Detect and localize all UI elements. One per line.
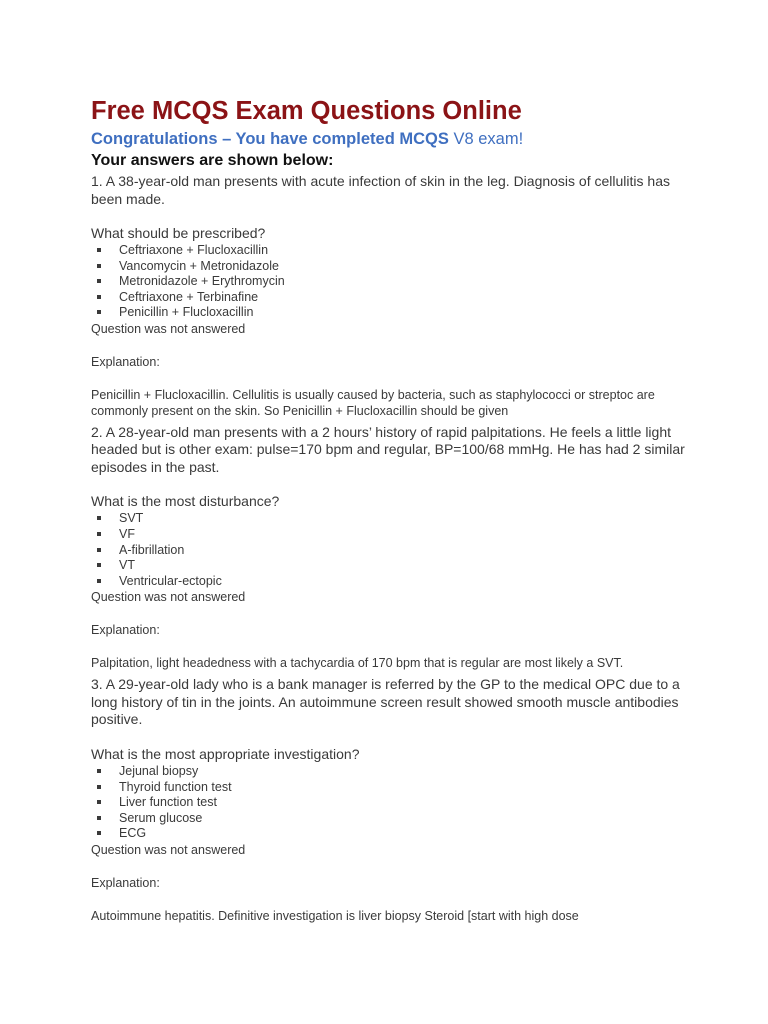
option-item [91,511,691,527]
question-text: 3. A 29-year-old lady who is a bank manager is referred by the GP to the medical OPC due to a long history of tin in the joints. An autoimmune screen result showed smooth muscle antibodies positive. [91,676,680,728]
bullet-icon [97,295,101,299]
explanation-text: Penicillin + Flucloxacillin. Cellulitis is usually caused by bacteria, such as staphylococci or streptoc are commonly present on the skin. So Penicillin + Flucloxacillin should be given [91,387,655,418]
explanation-label: Explanation: [91,623,160,638]
option-label: Thyroid function test [119,779,232,794]
option-label: Ceftriaxone + Terbinafine [119,289,259,304]
question-prompt: What is the most appropriate investigation? [91,745,360,762]
option-item [91,274,691,290]
option-label: A-fibrillation [119,542,185,557]
option-item [91,780,691,796]
document-content [91,96,691,924]
answers-heading: Your answers are shown below: [91,152,334,169]
exam-version: V8 exam! [453,130,524,148]
option-label: Vancomycin + Metronidazole [119,258,279,273]
bullet-icon [97,769,101,773]
question-block [91,676,691,923]
option-label: ECG [119,826,147,841]
bullet-icon [97,264,101,268]
bullet-icon [97,563,101,567]
option-item [91,795,691,811]
option-item [91,826,691,842]
option-label: Metronidazole + Erythromycin [119,274,285,289]
option-label: VT [119,558,135,573]
option-label: Penicillin + Flucloxacillin [119,305,254,320]
question-block [91,424,691,671]
option-item [91,558,691,574]
bullet-icon [97,816,101,820]
answer-status: Question was not answered [91,842,246,857]
question-text: 1. A 38-year-old man presents with acute infection of skin in the leg. Diagnosis of cellulitis has been made. [91,173,670,207]
explanation-label: Explanation: [91,354,160,369]
option-item [91,305,691,321]
bullet-icon [97,532,101,536]
congratulations-message [91,129,691,149]
option-label: Ventricular-ectopic [119,573,222,588]
options-list [91,511,691,589]
option-label: Liver function test [119,795,217,810]
option-item [91,811,691,827]
bullet-icon [97,785,101,789]
question-prompt: What is the most disturbance? [91,493,280,510]
option-item [91,290,691,306]
options-list [91,243,691,321]
bullet-icon [97,548,101,552]
option-item [91,259,691,275]
option-item [91,764,691,780]
bullet-icon [97,279,101,283]
option-label: SVT [119,511,144,526]
congratulations-text: Congratulations – You have completed MCQS [91,130,449,148]
option-item [91,243,691,259]
option-label: Ceftriaxone + Flucloxacillin [119,243,269,257]
bullet-icon [97,248,101,252]
question-prompt: What should be prescribed? [91,225,266,241]
explanation-text: Palpitation, light headedness with a tachycardia of 170 bpm that is regular are most likely a SVT. [91,656,624,671]
question-text: 2. A 28-year-old man presents with a 2 hours’ history of rapid palpitations. He feels a little light headed but is other exam: pulse=170 bpm and regular, BP=100/68 mmHg. He has had 2 similar episodes in the past. [91,423,685,475]
question-block [91,173,691,419]
options-list [91,764,691,842]
bullet-icon [97,579,101,583]
bullet-icon [97,516,101,520]
bullet-icon [97,831,101,835]
option-label: VF [119,527,135,542]
option-item [91,527,691,543]
explanation-label: Explanation: [91,875,160,890]
option-item [91,574,691,590]
option-item [91,543,691,559]
answer-status: Question was not answered [91,321,246,336]
bullet-icon [97,800,101,804]
answer-status: Question was not answered [91,590,246,605]
bullet-icon [97,310,101,314]
option-label: Jejunal biopsy [119,763,199,778]
page-title: Free MCQS Exam Questions Online [91,97,522,125]
explanation-text: Autoimmune hepatitis. Definitive investigation is liver biopsy Steroid [start with high dose [91,908,579,923]
option-label: Serum glucose [119,810,203,825]
